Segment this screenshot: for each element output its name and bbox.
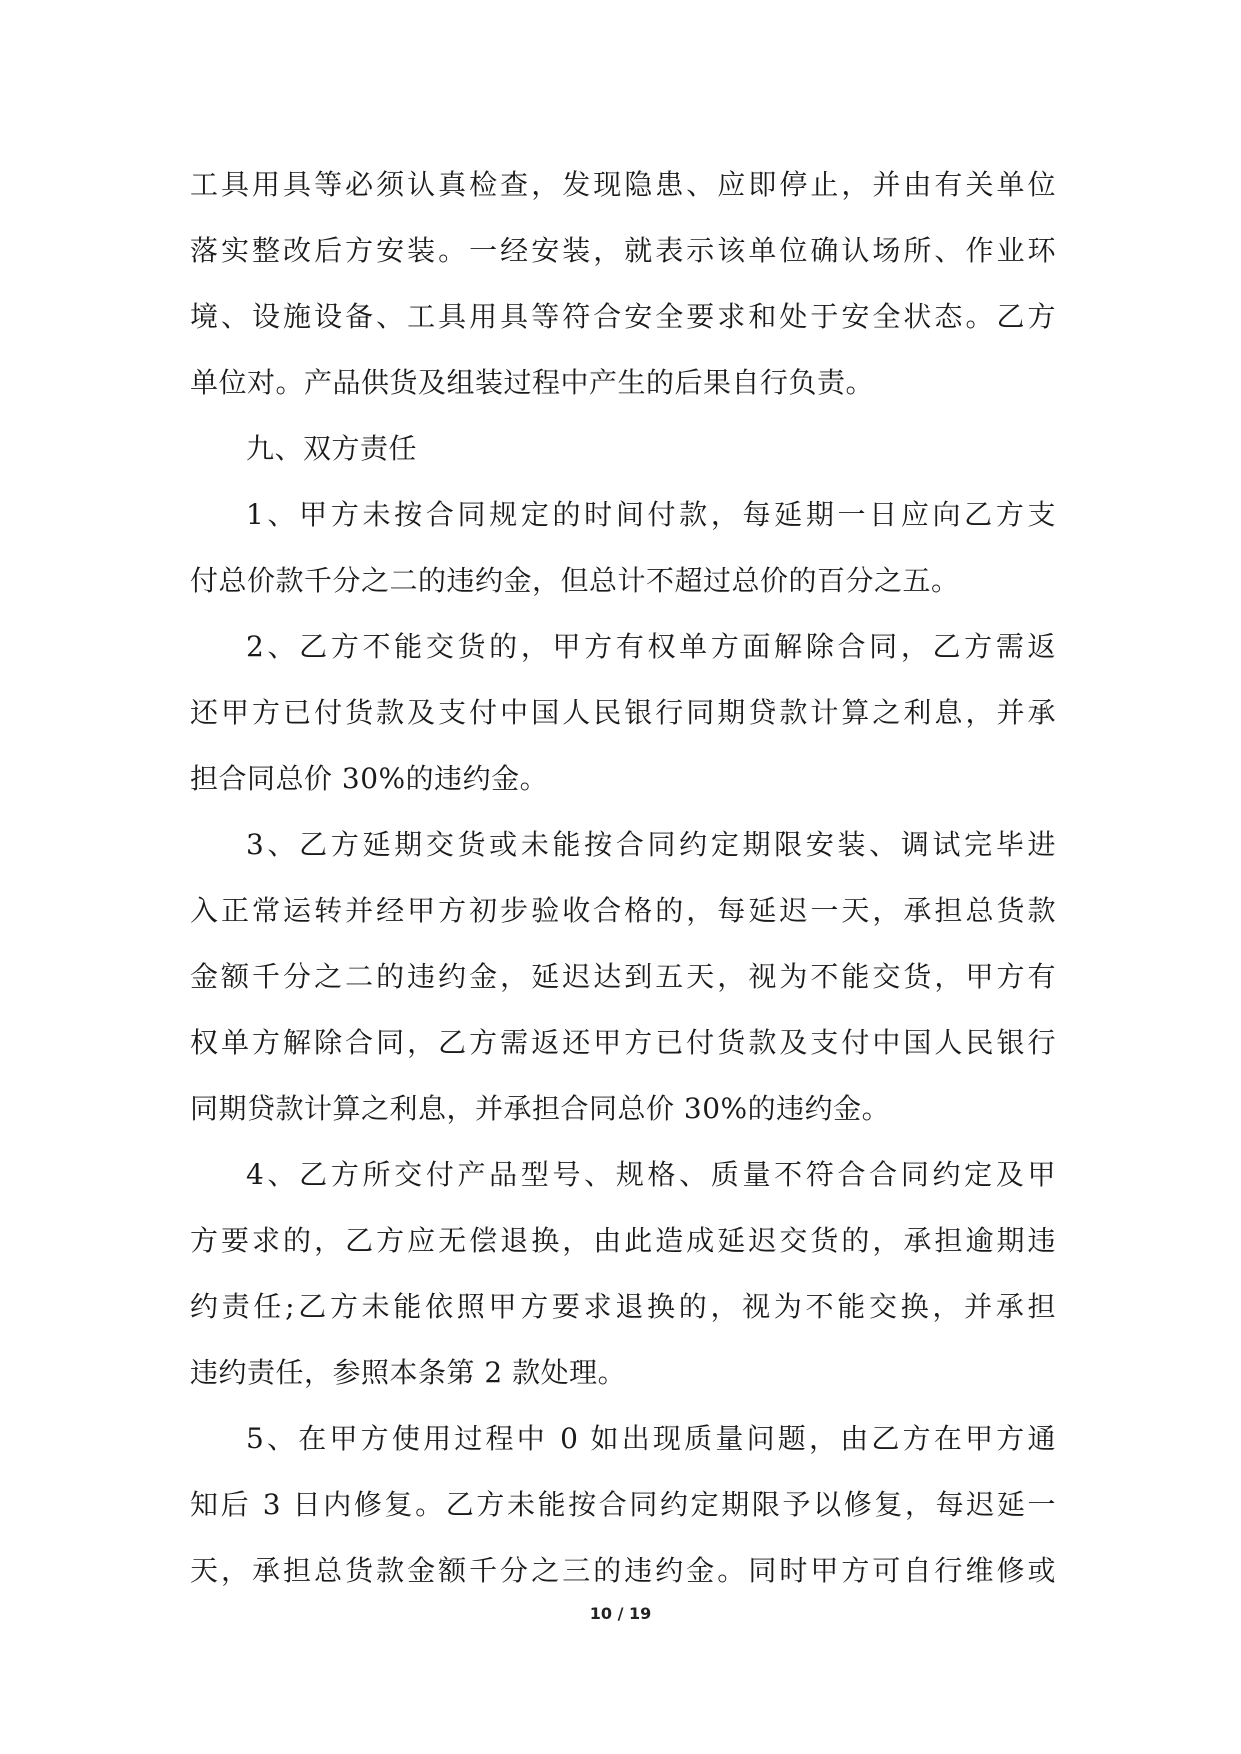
text-line: 落实整改后方安装。一经安装，就表示该单位确认场所、作业环: [190, 234, 1056, 267]
clause-3: [190, 812, 1056, 1142]
section-heading: [190, 416, 1056, 482]
clause-4: [190, 1142, 1056, 1406]
text-line: 1、甲方未按合同规定的时间付款，每延期一日应向乙方支: [246, 498, 1056, 531]
text-line: 入正常运转并经甲方初步验收合格的，每延迟一天，承担总货款: [190, 894, 1056, 927]
text-line: 权单方解除合同，乙方需返还甲方已付货款及支付中国人民银行: [190, 1026, 1056, 1059]
page-number: 10 / 19: [589, 1604, 652, 1623]
text-line: 2、乙方不能交货的，甲方有权单方面解除合同，乙方需返: [246, 630, 1056, 663]
clause-2: [190, 614, 1056, 812]
text-line: 约责任;乙方未能依照甲方要求退换的，视为不能交换，并承担: [190, 1290, 1056, 1323]
text-line: 4、乙方所交付产品型号、规格、质量不符合合同约定及甲: [246, 1158, 1056, 1191]
clause-1: [190, 482, 1056, 614]
text-line: 方要求的，乙方应无偿退换，由此造成延迟交货的，承担逾期违: [190, 1224, 1056, 1257]
text-line: 同期贷款计算之利息，并承担合同总价 30%的违约金。: [190, 1092, 891, 1125]
text-line: 付总价款千分之二的违约金，但总计不超过总价的百分之五。: [190, 564, 960, 597]
text-line: 金额千分之二的违约金，延迟达到五天，视为不能交货，甲方有: [190, 960, 1056, 993]
text-line: 3、乙方延期交货或未能按合同约定期限安装、调试完毕进: [246, 828, 1056, 861]
text-line: 5、在甲方使用过程中 0 如出现质量问题，由乙方在甲方通: [246, 1422, 1056, 1455]
text-line: 还甲方已付货款及支付中国人民银行同期贷款计算之利息，并承: [190, 696, 1056, 729]
document-body: [190, 152, 1056, 1604]
clause-5: [190, 1406, 1056, 1604]
text-line: 担合同总价 30%的违约金。: [190, 762, 549, 795]
paragraph-continuation: [190, 152, 1056, 416]
text-line: 违约责任，参照本条第 2 款处理。: [190, 1356, 627, 1389]
text-line: 单位对。产品供货及组装过程中产生的后果自行负责。: [190, 366, 875, 399]
text-line: 天，承担总货款金额千分之三的违约金。同时甲方可自行维修或: [190, 1554, 1056, 1587]
section-heading-text: 九、双方责任: [246, 432, 418, 465]
text-line: 工具用具等必须认真检查，发现隐患、应即停止，并由有关单位: [190, 168, 1056, 201]
text-line: 知后 3 日内修复。乙方未能按合同约定期限予以修复，每迟延一: [190, 1488, 1056, 1521]
text-line: 境、设施设备、工具用具等符合安全要求和处于安全状态。乙方: [190, 300, 1056, 333]
